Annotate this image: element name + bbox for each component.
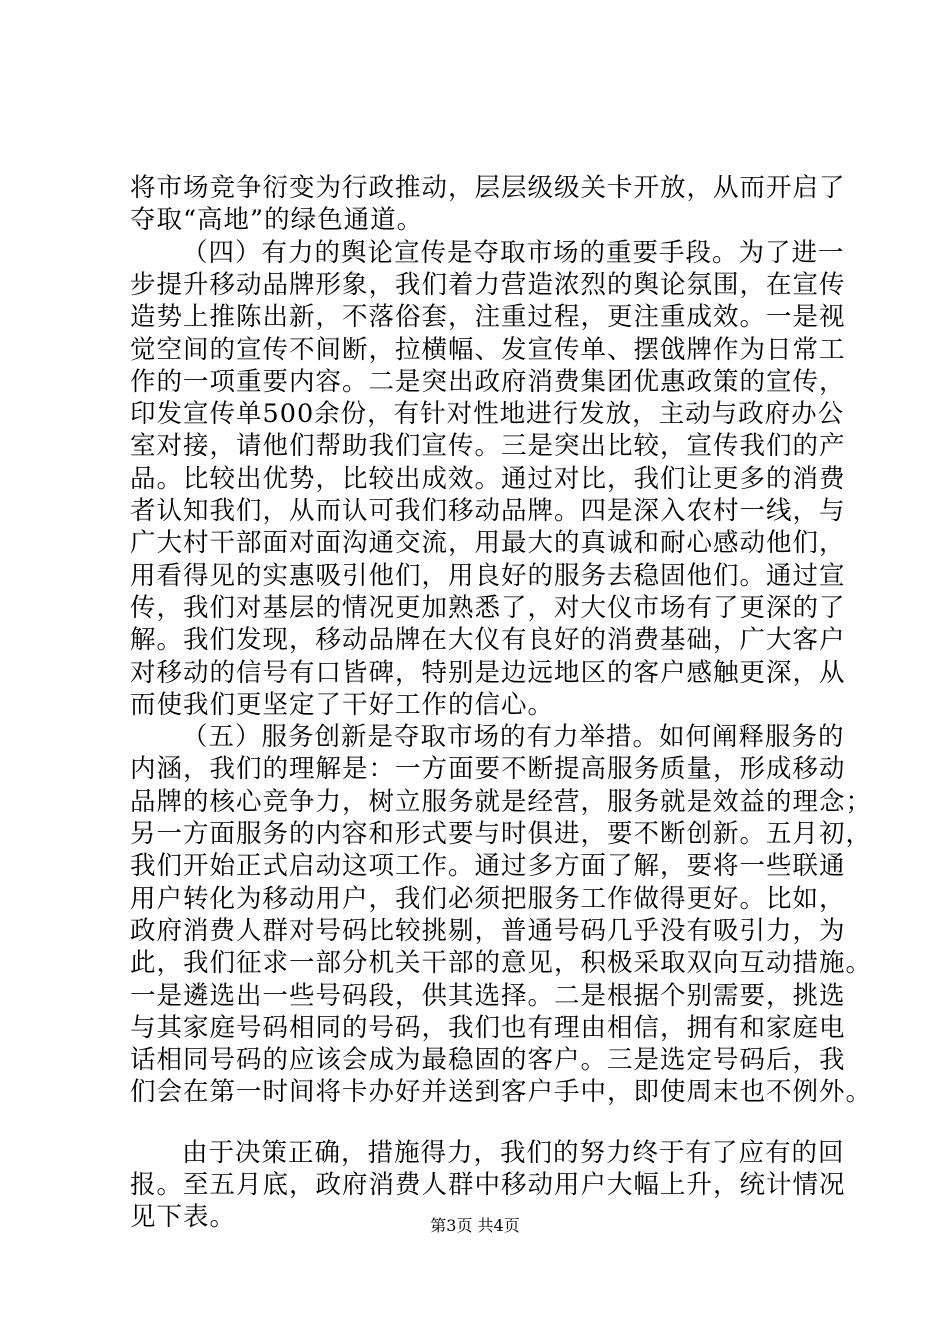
text-line: 们会在第一时间将卡办好并送到客户手中，即使周末也不例外。 [130, 1077, 873, 1108]
text-line: 品。比较出优势，比较出成效。通过对比，我们让更多的消费 [130, 463, 846, 494]
text-line: 印发宣传单500余份，有针对性地进行发放，主动与政府办公 [130, 399, 845, 430]
text-line: 由于决策正确，措施得力，我们的努力终于有了应有的回 [182, 1137, 845, 1168]
text-line: 步提升移动品牌形象，我们着力营造浓烈的舆论氛围，在宣传 [130, 269, 846, 300]
text-line: 我们开始正式启动这项工作。通过多方面了解，要将一些联通 [130, 851, 846, 882]
text-line: 内涵，我们的理解是：一方面要不断提高服务质量，形成移动 [130, 754, 846, 785]
text-line: 解。我们发现，移动品牌在大仪有良好的消费基础，广大客户 [130, 625, 846, 656]
text-line: 与其家庭号码相同的号码，我们也有理由相信，拥有和家庭电 [130, 1012, 846, 1043]
text-line: 作的一项重要内容。二是突出政府消费集团优惠政策的宣传， [130, 366, 846, 397]
text-line: 造势上推陈出新，不落俗套，注重过程，更注重成效。一是视 [130, 302, 846, 333]
text-line: 夺取“高地”的绿色通道。 [130, 205, 424, 236]
text-line: 见下表。 [130, 1202, 237, 1233]
text-line: 室对接，请他们帮助我们宣传。三是突出比较，宣传我们的产 [130, 431, 846, 462]
text-line: 用看得见的实惠吸引他们，用良好的服务去稳固他们。通过宣 [130, 560, 846, 591]
text-line: 一是遴选出一些号码段，供其选择。二是根据个别需要，挑选 [130, 980, 846, 1011]
text-line: 对移动的信号有口皆碑，特别是边远地区的客户感触更深，从 [130, 657, 846, 688]
text-line: 政府消费人群对号码比较挑剔，普通号码几乎没有吸引力，为 [130, 915, 846, 946]
text-line: 广大村干部面对面沟通交流，用最大的真诚和耐心感动他们， [130, 528, 846, 559]
text-line: 报。至五月底，政府消费人群中移动用户大幅上升，统计情况 [130, 1170, 846, 1200]
text-line: 此，我们征求一部分机关干部的意见，积极采取双向互动措施。 [130, 948, 873, 979]
text-line: 者认知我们，从而认可我们移动品牌。四是深入农村一线，与 [130, 496, 846, 526]
section-heading-line: （四）有力的舆论宣传是夺取市场的重要手段。为了进一 [182, 237, 845, 268]
text-line: 另一方面服务的内容和形式要与时俱进，要不断创新。五月初， [130, 819, 873, 849]
text-line: 品牌的核心竞争力，树立服务就是经营，服务就是效益的理念； [130, 786, 873, 817]
text-line: 觉空间的宣传不间断，拉横幅、发宣传单、摆戗牌作为日常工 [130, 334, 846, 365]
text-line: 而使我们更坚定了干好工作的信心。 [130, 689, 555, 720]
section-heading-line: （五）服务创新是夺取市场的有力举措。如何阐释服务的 [182, 722, 845, 753]
text-line: 传，我们对基层的情况更加熟悉了，对大仪市场有了更深的了 [130, 592, 846, 623]
text-line: 将市场竞争衍变为行政推动，层层级级关卡开放，从而开启了 [130, 173, 846, 203]
text-line: 话相同号码的应该会成为最稳固的客户。三是选定号码后，我 [130, 1045, 846, 1076]
page-number-footer: 第3页 共4页 [430, 1216, 520, 1235]
text-line: 用户转化为移动用户，我们必须把服务工作做得更好。比如， [130, 883, 846, 914]
